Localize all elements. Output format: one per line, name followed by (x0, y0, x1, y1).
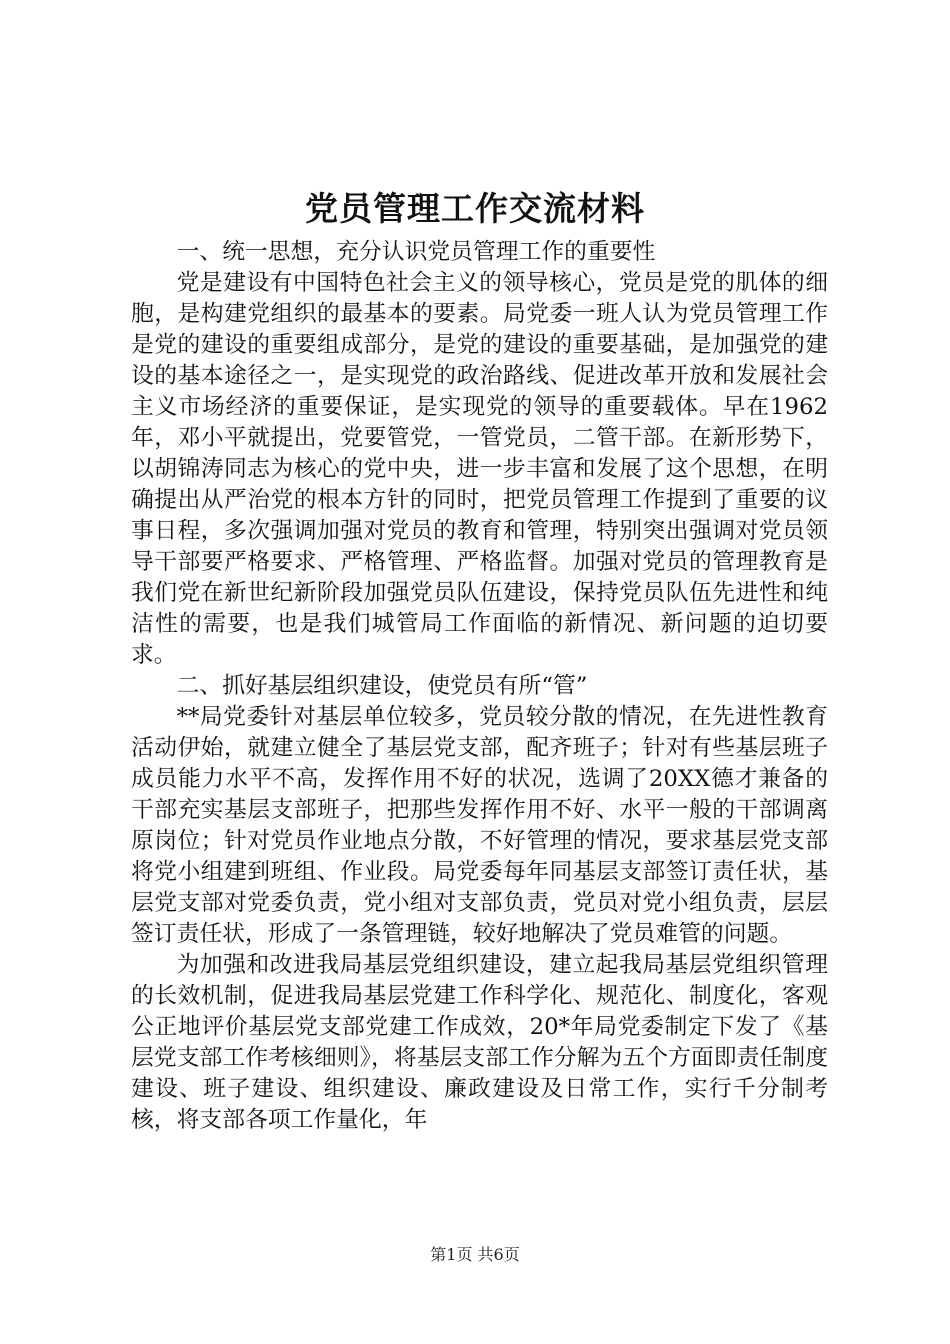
section-heading-1: 一、统一思想，充分认识党员管理工作的重要性 (176, 239, 656, 265)
section-1-paragraph-1: 党是建设有中国特色社会主义的领导核心，党员是党的肌体的细胞，是构建党组织的最基本的要素。局党委一班人认为党员管理工作是党的建设的重要组成部分，是党的建设的重要基础，是加强党的建设的基本途径之一，是实现党的政治路线、促进改革开放和发展社会主义市场经济的重要保证，是实现党的领导的重要载体。早在1962年，邓小平就提出，党要管党，一管党员，二管干部。在新形势下，以胡锦涛同志为核心的党中央，进一步丰富和发展了这个思想，在明确提出从严治党的根本方针的同时，把党员管理工作提到了重要的议事日程，多次强调加强对党员的教育和管理，特别突出强调对党员领导干部要严格要求、严格管理、严格监督。加强对党员的管理教育是我们党在新世纪新阶段加强党员队伍建设，保持党员队伍先进性和纯洁性的需要，也是我们城管局工作面临的新情况、新问题的迫切要求。 (131, 270, 828, 668)
page-number-footer: 第1页 共6页 (430, 1245, 520, 1264)
document-title: 党员管理工作交流材料 (305, 189, 645, 228)
document-body (131, 237, 828, 1136)
section-2-paragraph-2: 为加强和改进我局基层党组织建设，建立起我局基层党组织管理的长效机制，促进我局基层党建工作科学化、规范化、制度化，客观公正地评价基层党支部党建工作成效，20*年局党委制定下发了《基层党支部工作考核细则》，将基层支部工作分解为五个方面即责任制度建设、班子建设、组织建设、廉政建设及日常工作，实行千分制考核，将支部各项工作量化，年 (131, 952, 828, 1133)
section-2-paragraph-1: **局党委针对基层单位较多，党员较分散的情况，在先进性教育活动伊始，就建立健全了基层党支部，配齐班子；针对有些基层班子成员能力水平不高，发挥作用不好的状况，选调了20XX德才兼备的干部充实基层支部班子，把那些发挥作用不好、水平一般的干部调离原岗位；针对党员作业地点分散，不好管理的情况，要求基层党支部将党小组建到班组、作业段。局党委每年同基层支部签订责任状，基层党支部对党委负责，党小组对支部负责，党员对党小组负责，层层签订责任状，形成了一条管理链，较好地解决了党员难管的问题。 (131, 704, 828, 947)
section-heading-2: 二、抓好基层组织建设，使党员有所“管” (176, 673, 588, 699)
